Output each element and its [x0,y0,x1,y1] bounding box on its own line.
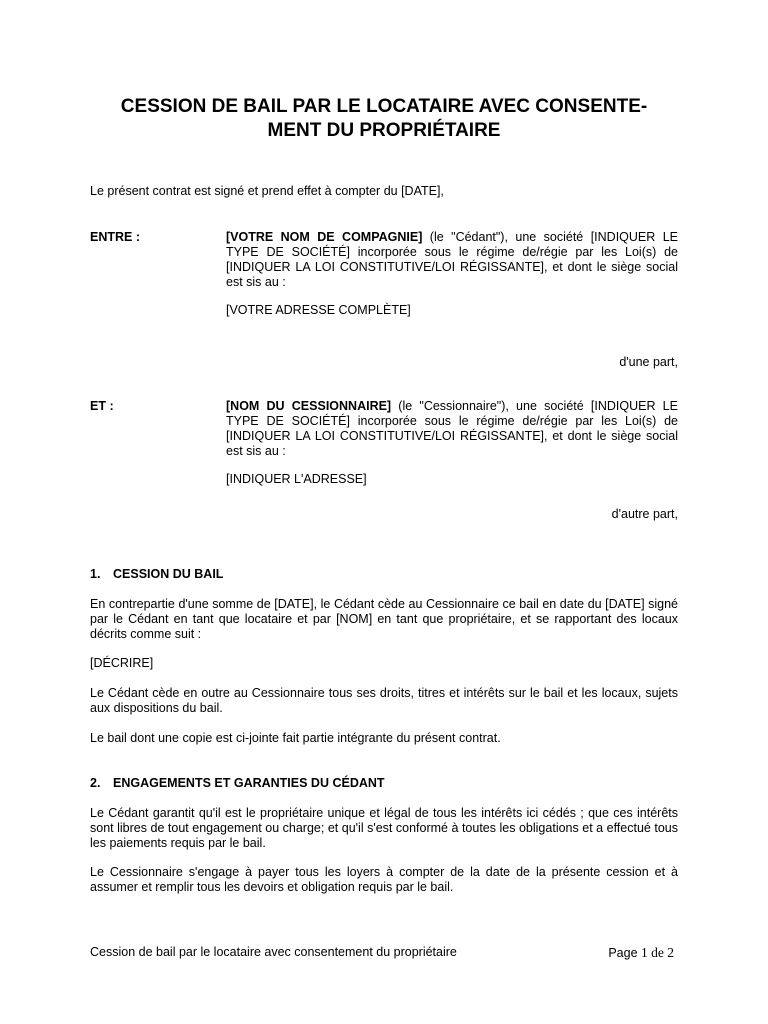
title-line-2: MENT DU PROPRIÉTAIRE [267,120,501,141]
party2-description: (le "Cessionnaire"), une société [INDIQUER LE TYPE DE SOCIÉTÉ] incorporée sous le régime de/régie par les Loi(s) de [INDIQUER LA LOI CONSTITUTIVE/LOI RÉGISSANTE], et dont le siège social est sis au : [226,399,678,458]
party2-body [226,399,678,459]
section2-heading [90,776,385,791]
document-title [90,95,678,143]
party1-name: [VOTRE NOM DE COMPAGNIE] [226,230,423,244]
section2-title: ENGAGEMENTS ET GARANTIES DU CÉDANT [113,776,385,790]
footer-page-count: 1 de 2 [641,945,674,960]
party1-address: [VOTRE ADRESSE COMPLÈTE] [226,303,411,317]
party1-part: d'une part, [619,355,678,369]
party1-label: ENTRE : [90,230,140,244]
section1-paragraph-1: En contrepartie d'une somme de [DATE], le Cédant cède au Cessionnaire ce bail en date du [DATE] signé par le Cédant en tant que locataire et par [NOM] en tant que propriétaire, et se rapportant des locaux décrits comme suit : [90,597,678,641]
title-line-1: CESSION DE BAIL PAR LE LOCATAIRE AVEC CONSENTE- [120,96,648,117]
section1-paragraph-3: Le Cédant cède en outre au Cessionnaire tous ses droits, titres et intérêts sur le bail et les locaux, sujets aux dispositions du bail. [90,686,678,715]
section2-paragraph-1: Le Cédant garantit qu'il est le propriétaire unique et légal de tous les intérêts ici cédés ; que ces intérêts sont libres de tout engagement ou charge; et qu'il s'est conformé à toutes les obligations et a effectué tous les paiements requis par le bail. [90,806,678,850]
party2-part: d'autre part, [611,507,678,521]
section1-paragraph-2: [DÉCRIRE] [90,656,154,670]
section1-heading [90,567,223,582]
party2-label: ET : [90,399,114,413]
party1-description: (le "Cédant"), une société [INDIQUER LE TYPE DE SOCIÉTÉ] incorporée sous le régime de/régie par les Loi(s) de [INDIQUER LA LOI CONSTITUTIVE/LOI RÉGISSANTE], et dont le siège social est sis au : [226,230,678,289]
section2-number: 2. [90,776,101,790]
section2-paragraph-2: Le Cessionnaire s'engage à payer tous les loyers à compter de la date de la présente cession et à assumer et remplir tous les devoirs et obligation requis par le bail. [90,865,678,894]
footer-page-number [608,945,674,961]
section1-number: 1. [90,567,101,581]
footer-document-name: Cession de bail par le locataire avec consentement du propriétaire [90,945,457,959]
footer-page-word: Page [608,946,641,960]
party2-name: [NOM DU CESSIONNAIRE] [226,399,392,413]
section1-paragraph-4: Le bail dont une copie est ci-jointe fait partie intégrante du présent contrat. [90,731,501,745]
section1-title: CESSION DU BAIL [113,567,224,581]
party2-address: [INDIQUER L'ADRESSE] [226,472,367,486]
intro-paragraph: Le présent contrat est signé et prend effet à compter du [DATE], [90,184,444,198]
party1-body [226,230,678,290]
